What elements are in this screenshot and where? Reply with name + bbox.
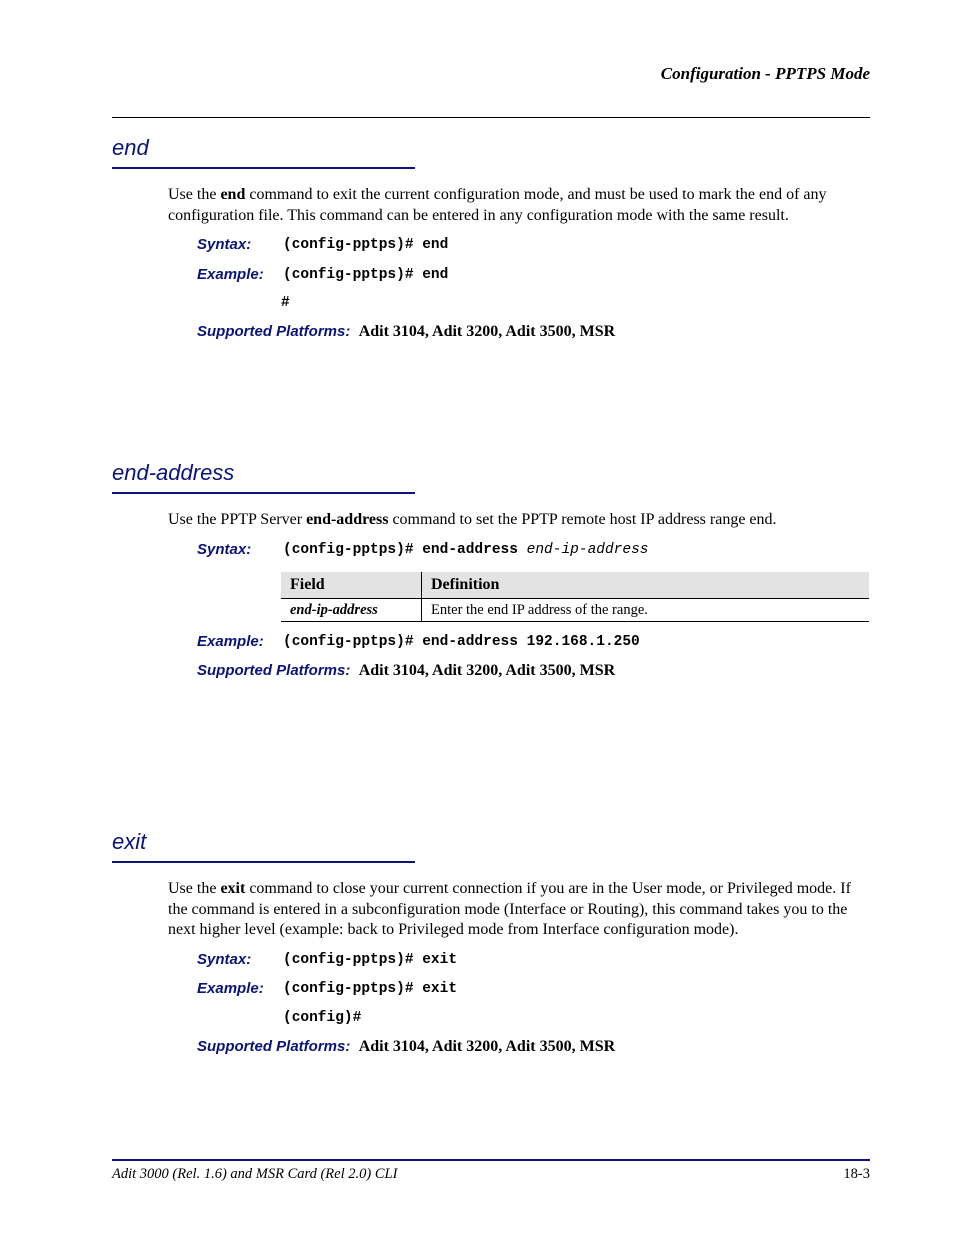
table-header-field: Field (281, 572, 422, 599)
syntax-command: (config-pptps)# end (283, 237, 449, 253)
syntax-parameter: end-ip-address (526, 542, 649, 558)
supported-platforms: Supported Platforms: Adit 3104, Adit 3200, Adit 3500, MSR (197, 662, 616, 679)
platforms-list: Adit 3104, Adit 3200, Adit 3500, MSR (358, 1038, 616, 1055)
example-label: Example: (197, 266, 264, 283)
table-cell-definition: Enter the end IP address of the range. (422, 599, 870, 622)
syntax-command: (config-pptps)# end-address end-ip-address (283, 542, 649, 558)
example-line: (config-pptps)# end (283, 267, 449, 283)
section-underline-exit (112, 861, 415, 863)
page-number: 18-3 (843, 1166, 870, 1182)
example-line: (config-pptps)# end-address 192.168.1.250 (283, 634, 640, 650)
table-header-definition: Definition (422, 572, 870, 599)
syntax-label: Syntax: (197, 541, 252, 558)
page-header-title: Configuration - PPTPS Mode (660, 64, 870, 83)
command-name: end-address (306, 511, 389, 528)
supported-platforms: Supported Platforms: Adit 3104, Adit 3200, Adit 3500, MSR (197, 323, 616, 340)
table-header-row (281, 572, 869, 599)
platforms-list: Adit 3104, Adit 3200, Adit 3500, MSR (358, 323, 616, 340)
footer-rule (112, 1159, 870, 1161)
section-title-end-address: end-address (112, 460, 235, 485)
example-line: (config-pptps)# exit (283, 981, 458, 997)
syntax-label: Syntax: (197, 236, 252, 253)
example-output: (config)# (283, 1010, 362, 1026)
table-row (281, 599, 869, 622)
supported-platforms: Supported Platforms: Adit 3104, Adit 3200, Adit 3500, MSR (197, 1038, 616, 1055)
header-rule (112, 117, 870, 118)
example-label: Example: (197, 633, 264, 650)
command-name: end (220, 186, 246, 203)
section-title-exit: exit (112, 829, 147, 854)
syntax-label: Syntax: (197, 951, 252, 968)
syntax-command: (config-pptps)# exit (283, 952, 458, 968)
platforms-list: Adit 3104, Adit 3200, Adit 3500, MSR (358, 662, 616, 679)
section-description-end: Use the end command to exit the current configuration mode, and must be used to mark the end of any configuration file. This command can be entered in any configuration mode with the same result. (168, 186, 827, 224)
footer-document-title: Adit 3000 (Rel. 1.6) and MSR Card (Rel 2.0) CLI (112, 1166, 398, 1182)
command-name: exit (220, 880, 246, 897)
section-description-end-address: Use the PPTP Server end-address command to set the PPTP remote host IP address range end. (168, 511, 777, 528)
section-underline-end (112, 167, 415, 169)
example-output: # (281, 295, 290, 311)
example-label: Example: (197, 980, 264, 997)
section-underline-end-address (112, 492, 415, 494)
section-title-end: end (112, 135, 149, 160)
section-description-exit: Use the exit command to close your current connection if you are in the User mode, or Privileged mode. If the command is entered in a subconfiguration mode (Interface or Routing), this command takes you to the next higher level (example: back to Privileged mode from Interface configuration mode). (168, 880, 851, 938)
field-definition-table (281, 572, 869, 622)
table-cell-field: end-ip-address (281, 599, 422, 622)
